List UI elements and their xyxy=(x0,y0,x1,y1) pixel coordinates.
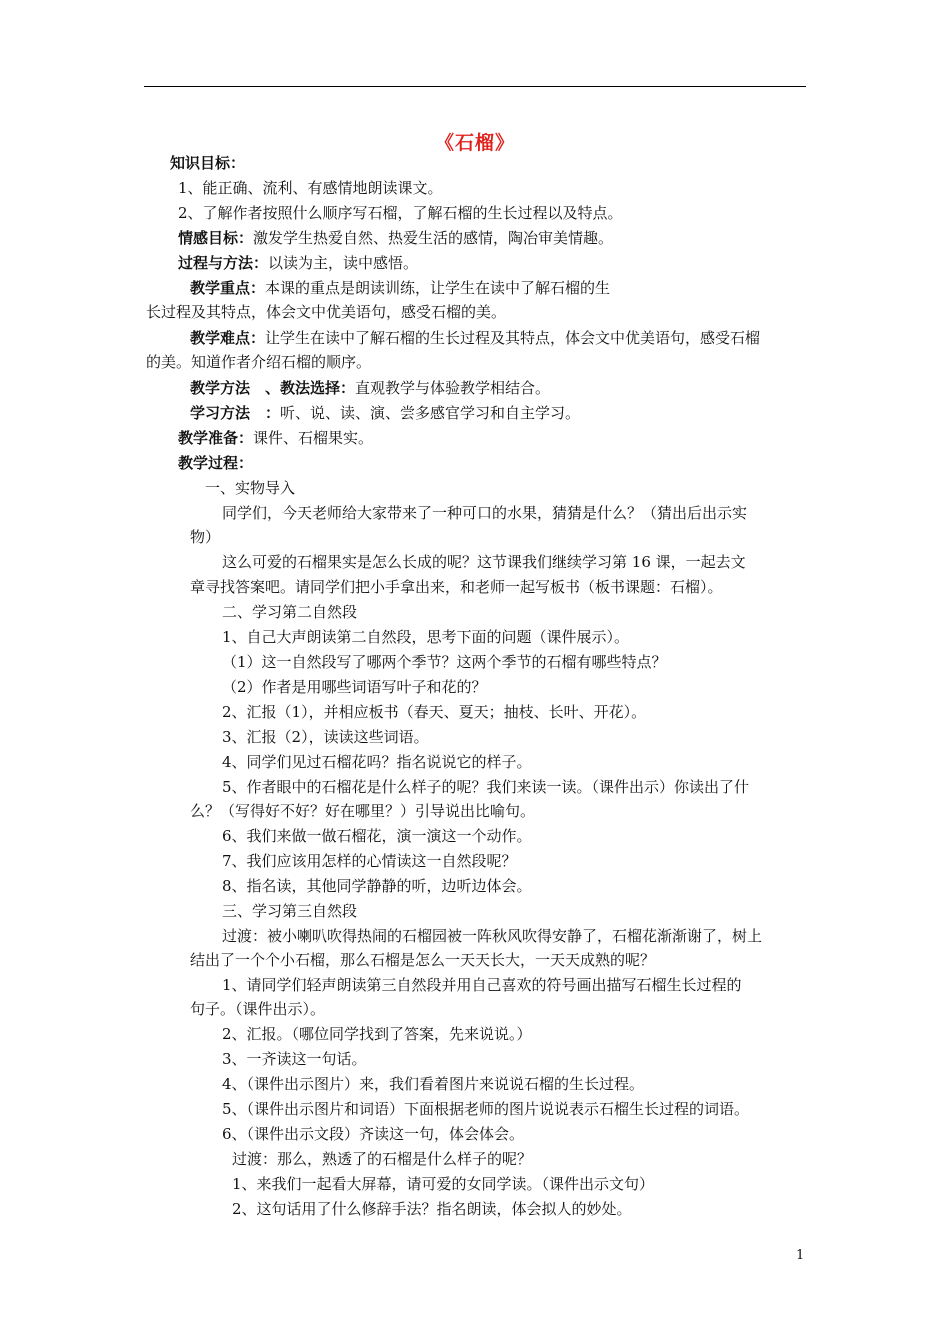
text-line: 3、汇报（2），读读这些词语。 xyxy=(222,728,429,746)
text-line: 教学方法 、教法选择：直观教学与体验教学相结合。 xyxy=(190,379,551,397)
text-line: 教学重点：本课的重点是朗读训练，让学生在读中了解石榴的生 xyxy=(190,279,611,297)
text-line: （1）这一自然段写了哪两个季节？这两个季节的石榴有哪些特点？ xyxy=(222,653,667,671)
text-line: 7、我们应该用怎样的心情读这一自然段呢？ xyxy=(222,852,517,870)
text-line: 结出了一个个小石榴，那么石榴是怎么一天天长大，一天天成熟的呢？ xyxy=(190,951,656,969)
text-line: 1、来我们一起看大屏幕，请可爱的女同学读。（课件出示文句） xyxy=(232,1175,655,1193)
text-line: 这么可爱的石榴果实是怎么长成的呢？这节课我们继续学习第 16 课，一起去文 xyxy=(222,553,746,571)
text-line: 1、请同学们轻声朗读第三自然段并用自己喜欢的符号画出描写石榴生长过程的 xyxy=(222,976,742,994)
text-line: 教学准备：课件、石榴果实。 xyxy=(178,429,374,447)
text-line: 3、一齐读这一句话。 xyxy=(222,1050,367,1068)
text-line: 8、指名读，其他同学静静的听，边听边体会。 xyxy=(222,877,532,895)
text-line: 句子。（课件出示）。 xyxy=(190,1000,326,1018)
section-heading: 二、学习第二自然段 xyxy=(222,603,358,621)
header-rule xyxy=(144,86,806,87)
text-line: 知识目标： xyxy=(170,154,246,172)
page-title: 《石榴》 xyxy=(434,132,515,154)
text-line: 教学难点：让学生在读中了解石榴的生长过程及其特点，体会文中优美语句，感受石榴 xyxy=(190,329,761,347)
text-line: 6、我们来做一做石榴花，演一演这一个动作。 xyxy=(222,827,532,845)
section-heading: 一、实物导入 xyxy=(205,479,296,497)
text-line: 同学们，今天老师给大家带来了一种可口的水果，猜猜是什么？（猜出后出示实 xyxy=(222,504,748,522)
text-line: 过渡：被小喇叭吹得热闹的石榴园被一阵秋风吹得安静了，石榴花渐渐谢了，树上 xyxy=(222,927,763,945)
text-line: 1、能正确、流利、有感情地朗读课文。 xyxy=(178,179,443,197)
text-line: 2、汇报（1），并相应板书（春天、夏天；抽枝、长叶、开花）。 xyxy=(222,703,647,721)
text-line: 长过程及其特点，体会文中优美语句，感受石榴的美。 xyxy=(146,303,507,321)
page-number: 1 xyxy=(796,1248,805,1263)
text-line: 2、这句话用了什么修辞手法？指名朗读，体会拟人的妙处。 xyxy=(232,1200,632,1218)
text-line: 4、同学们见过石榴花吗？指名说说它的样子。 xyxy=(222,753,532,771)
text-line: 2、汇报。（哪位同学找到了答案，先来说说。） xyxy=(222,1025,532,1043)
text-line: 学习方法 ：听、说、读、演、尝多感官学习和自主学习。 xyxy=(190,404,581,422)
text-line: 教学过程： xyxy=(178,454,254,472)
text-line: 的美。知道作者介绍石榴的顺序。 xyxy=(146,353,372,371)
text-line: 么？（写得好不好？好在哪里？）引导说出比喻句。 xyxy=(190,802,536,820)
text-line: 章寻找答案吧。请同学们把小手拿出来，和老师一起写板书（板书课题：石榴）。 xyxy=(190,578,723,596)
text-line: 5、作者眼中的石榴花是什么样子的呢？我们来读一读。（课件出示）你读出了什 xyxy=(222,778,750,796)
text-line: 1、自己大声朗读第二自然段，思考下面的问题（课件展示）。 xyxy=(222,628,630,646)
text-line: 4、（课件出示图片）来，我们看着图片来说说石榴的生长过程。 xyxy=(222,1075,645,1093)
text-line: 情感目标：激发学生热爱自然、热爱生活的感情，陶冶审美情趣。 xyxy=(178,229,614,247)
text-line: 6、（课件出示文段）齐读这一句，体会体会。 xyxy=(222,1125,525,1143)
section-heading: 三、学习第三自然段 xyxy=(222,902,358,920)
text-line: 2、了解作者按照什么顺序写石榴，了解石榴的生长过程以及特点。 xyxy=(178,204,623,222)
text-line: 物） xyxy=(190,528,221,546)
text-line: （2）作者是用哪些词语写叶子和花的？ xyxy=(222,678,487,696)
text-line: 过程与方法：以读为主，读中感悟。 xyxy=(178,254,419,272)
text-line: 过渡：那么，熟透了的石榴是什么样子的呢？ xyxy=(232,1150,533,1168)
text-line: 5、（课件出示图片和词语）下面根据老师的图片说说表示石榴生长过程的词语。 xyxy=(222,1100,750,1118)
